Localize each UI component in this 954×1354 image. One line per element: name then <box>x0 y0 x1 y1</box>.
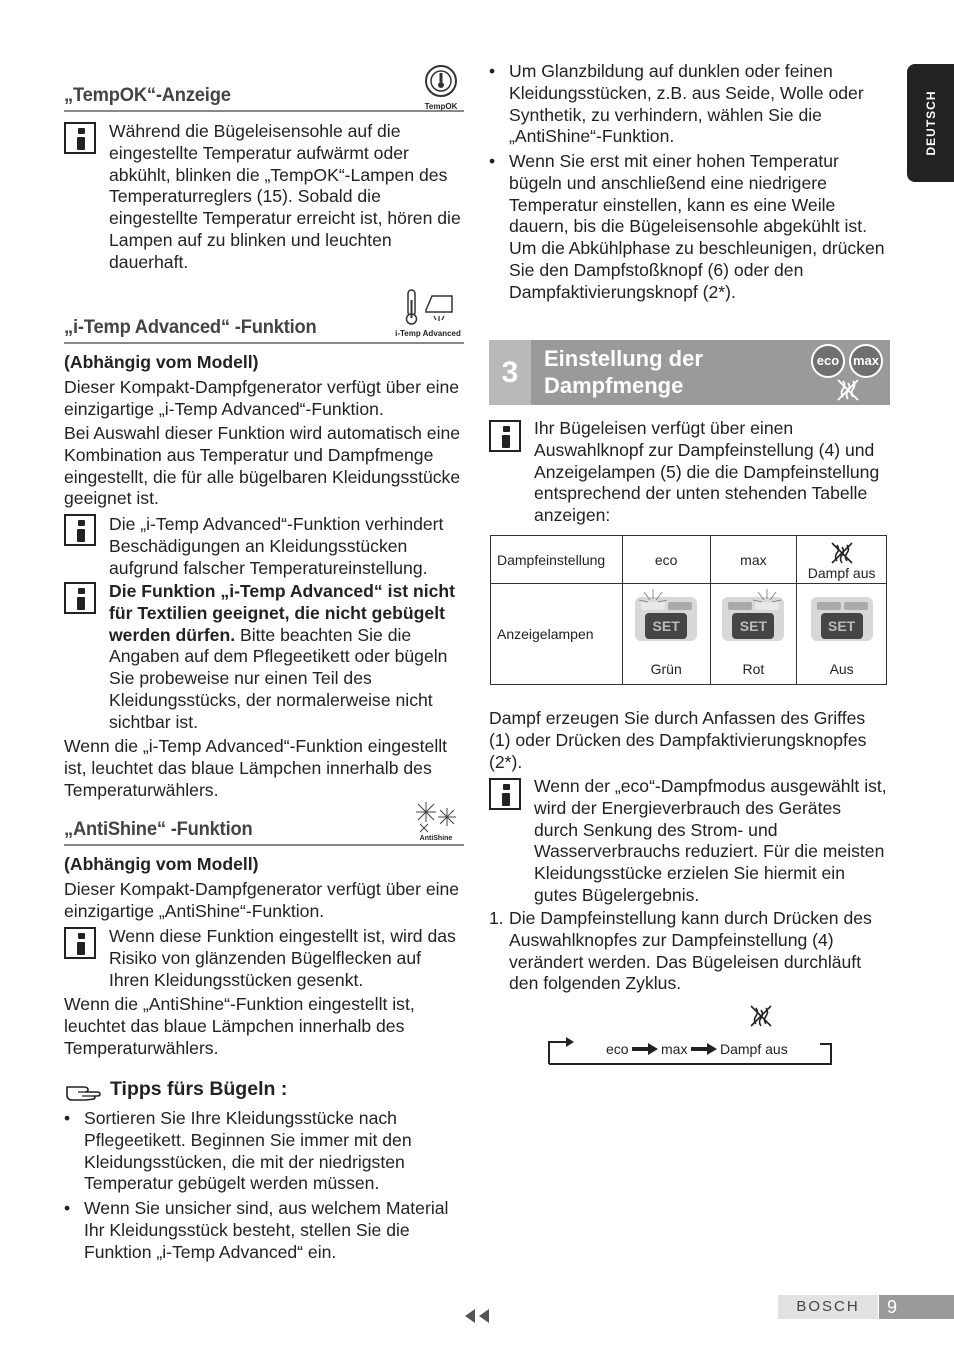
itemp-heading: „i-Temp Advanced“ -Funktion <box>64 316 464 344</box>
step-1: Die Dampfeinstellung kann durch Drücken des Auswahlknopfes zur Dampfeinstellung (4) verändert werden. Das Bügeleisen durchläuft den folgenden Zyklus. <box>509 908 872 994</box>
arrow-right-icon <box>691 1043 717 1055</box>
set-button-label: SET <box>732 613 774 639</box>
tempok-heading: „TempOK“-Anzeige <box>64 84 464 112</box>
tips-heading: Tipps fürs Bügeln : <box>110 1078 288 1100</box>
table-cell: Anzeigelampen <box>491 584 623 685</box>
indicator-lamp-green <box>635 597 697 641</box>
steam-off-icon <box>835 377 861 403</box>
page-back-icon <box>463 1309 491 1323</box>
section-number: 3 <box>489 340 531 405</box>
antishine-icon-label: AntiShine <box>419 835 453 842</box>
antishine-paragraph-1: Dieser Kompakt-Dampfgenerator verfügt über eine einzigartige „AntiShine“-Funktion. <box>64 879 460 921</box>
steam-paragraph: Dampf erzeugen Sie durch Anfassen des Griffes (1) oder Drücken des Dampfaktivierungsknopfes (2*). <box>489 708 867 772</box>
antishine-sparkle-icon <box>414 800 458 834</box>
antishine-heading: „AntiShine“ -Funktion <box>64 818 464 846</box>
table-row <box>491 536 887 584</box>
itemp-model-note: (Abhängig vom Modell) <box>64 352 259 372</box>
set-button-label: SET <box>645 613 687 639</box>
page-number: 9 <box>879 1295 954 1319</box>
bullet-dot: • <box>489 61 496 81</box>
cycle-max: max <box>661 1041 688 1057</box>
set-button-label: SET <box>821 613 863 639</box>
lamp-caption: Aus <box>829 661 854 677</box>
table-cell: eco <box>622 536 710 584</box>
itemp-paragraph-3: Wenn die „i-Temp Advanced“-Funktion eingestellt ist, leuchtet das blaue Lämpchen innerhalb des Temperaturwählers. <box>64 736 448 800</box>
steam-off-icon <box>829 541 855 565</box>
tips-heading-row <box>64 1078 464 1104</box>
thermometer-iron-icon <box>398 288 458 326</box>
table-cell: Dampfeinstellung <box>491 536 623 584</box>
tip-item-2: Wenn Sie unsicher sind, aus welchem Material Ihr Kleidungsstück besteht, stellen Sie die Funktion „i-Temp Advanced“ ein. <box>84 1198 449 1262</box>
indicator-lamp-red <box>722 597 784 641</box>
cycle-loop-arrow <box>548 1036 832 1066</box>
pointing-hand-icon <box>64 1079 104 1103</box>
language-tab-label: DEUTSCH <box>923 90 938 156</box>
table-cell-steam-off <box>797 536 887 584</box>
steam-setting-table <box>490 535 887 685</box>
section-3-header <box>489 340 890 405</box>
itemp-paragraph-1: Dieser Kompakt-Dampfgenerator verfügt über eine einzigartige „i-Temp Advanced“-Funktion. <box>64 377 460 419</box>
right-bullet-2: Wenn Sie erst mit einer hohen Temperatur bügeln und anschließend eine niedrigere Temperatur einstellen, kann es eine Weile dauern, bis die Bügeleisensohle abgekühlt ist. Um die Abkühlphase zu beschleunigen, drücken Sie den Dampfstoßknopf (6) oder den Dampfaktivierungsknopf (2*). <box>509 151 885 302</box>
steam-info-2: Wenn der „eco“-Dampfmodus ausgewählt ist, wird der Energieverbrauch des Gerätes durch Senkung des Strom- und Wasserverbrauchs reduziert. Für die meisten Kleidungsstücke erzielen Sie hiermit ein gutes Bügelergebnis. <box>534 776 887 905</box>
section-title-line-1: Einstellung der <box>544 346 703 371</box>
itemp-paragraph-2: Bei Auswahl dieser Funktion wird automatisch eine Kombination aus Temperatur und Dampfmenge eingestellt, die für alle bügelbaren Kleidungsstücke geeignet ist. <box>64 423 461 509</box>
itemp-info-1: Die „i-Temp Advanced“-Funktion verhindert Beschädigungen an Kleidungsstücken aufgrund falscher Temperatureinstellung. <box>109 514 444 578</box>
lamp-segment <box>844 602 868 610</box>
itemp-info-2-text: Bitte beachten Sie die Angaben auf dem Pflegeetikett oder bügeln Sie probeweise nur einen Teil des Kleidungsstücks, der normalerweise nicht sichtbar ist. <box>109 624 448 732</box>
section-title-line-2: Dampfmenge <box>544 373 684 398</box>
steam-off-label: Dampf aus <box>807 564 876 581</box>
language-tab <box>907 64 954 182</box>
antishine-model-note: (Abhängig vom Modell) <box>64 854 259 874</box>
lamp-segment <box>728 602 752 610</box>
bullet-dot: • <box>64 1198 71 1218</box>
steam-off-icon <box>748 1004 774 1028</box>
right-bullet-1: Um Glanzbildung auf dunklen oder feinen Kleidungsstücken, z.B. aus Seide, Wolle oder Synthetik, zu verhindern, wählen Sie die „AntiShine“-Funktion. <box>509 61 864 147</box>
bullet-dot: • <box>489 151 496 171</box>
eco-badge: eco <box>811 344 845 378</box>
itemp-info-2-warning: Die Funktion „i-Temp Advanced“ ist nicht für Textilien geeignet, die nicht gebügelt werden dürfen. <box>109 581 456 645</box>
footer-brand: BOSCH <box>778 1295 878 1319</box>
table-cell-red <box>710 584 797 685</box>
table-cell-off <box>797 584 887 685</box>
max-badge: max <box>849 344 883 378</box>
lamp-segment <box>668 602 692 610</box>
itemp-icon-label: i-Temp Advanced <box>395 329 461 338</box>
tempok-icon <box>421 64 461 111</box>
bullet-dot: • <box>64 1108 71 1128</box>
table-row <box>491 584 887 685</box>
steam-info-1: Ihr Bügeleisen verfügt über einen Auswahlknopf zur Dampfeinstellung (4) und Anzeigelampen (5) die die Dampfeinstellung entsprechend der unten stehenden Tabelle anzeigen: <box>534 418 880 526</box>
lamp-segment <box>817 602 841 610</box>
antishine-paragraph-2: Wenn die „AntiShine“-Funktion eingestellt ist, leuchtet das blaue Lämpchen innerhalb des Temperaturwählers. <box>64 994 415 1058</box>
antishine-icon <box>408 800 464 842</box>
cycle-eco: eco <box>606 1041 629 1057</box>
lamp-caption: Rot <box>742 661 765 677</box>
indicator-lamp-off <box>811 597 873 641</box>
tip-item-1: Sortieren Sie Ihre Kleidungsstücke nach Pflegeetikett. Beginnen Sie immer mit den Kleidungsstücken, die mit der niedrigsten Temperatur gebügelt werden müssen. <box>84 1108 412 1194</box>
thermometer-dial-icon <box>424 64 458 98</box>
tempok-icon-label: TempOK <box>424 102 458 111</box>
itemp-icon <box>392 288 464 338</box>
antishine-info: Wenn diese Funktion eingestellt ist, wird das Risiko von glänzenden Bügelflecken auf Ihren Kleidungsstücken gesenkt. <box>109 926 456 990</box>
table-cell-green <box>622 584 710 685</box>
lamp-caption: Grün <box>650 661 682 677</box>
tempok-info: Während die Bügeleisensohle auf die eingestellte Temperatur aufwärmt oder abkühlt, blinken die „TempOK“-Lampen des Temperaturreglers (15). Sobald die eingestellte Temperatur erreicht ist, hören die Lampen auf zu blinken und leuchten dauerhaft. <box>109 121 461 272</box>
section-title <box>544 345 703 399</box>
step-number: 1. <box>489 908 504 928</box>
cycle-diagram <box>548 1000 832 1066</box>
arrow-right-icon <box>632 1043 658 1055</box>
table-cell: max <box>710 536 797 584</box>
itemp-info-2 <box>64 581 464 734</box>
cycle-steam-off: Dampf aus <box>720 1041 788 1057</box>
